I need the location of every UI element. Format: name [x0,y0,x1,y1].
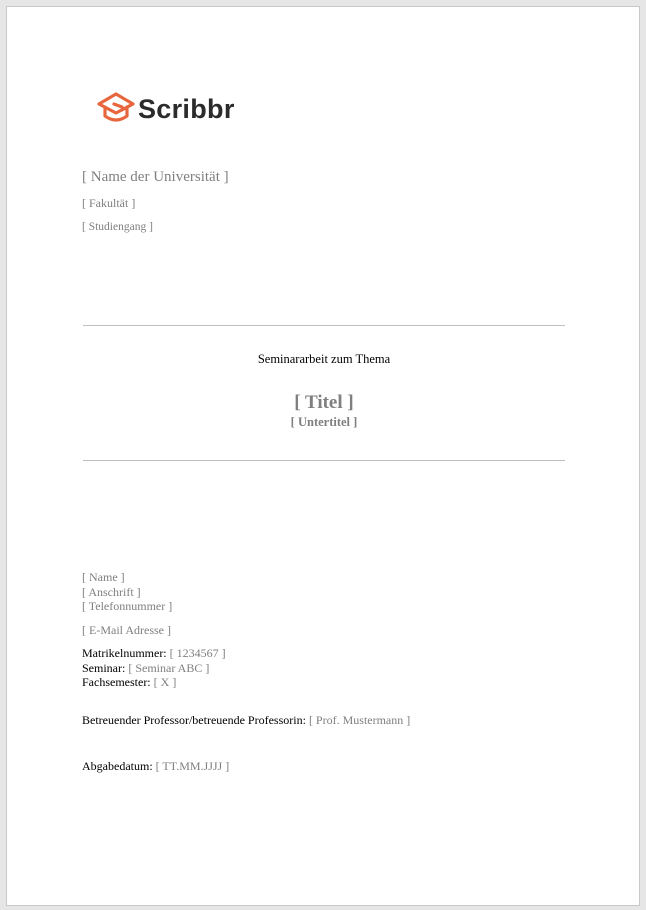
university-name: [ Name der Universität ] [82,169,229,185]
document-page [6,6,640,906]
professor-label: Betreuender Professor/betreuende Professorin: [82,713,306,727]
thesis-subtitle: [ Untertitel ] [290,415,358,429]
professor-row [82,713,410,727]
professor-value: [ Prof. Mustermann ] [308,713,411,727]
scribbr-logo [96,92,256,132]
thesis-title: [ Titel ] [294,392,354,413]
author-name: [ Name ] [82,570,125,584]
matrikel-value: [ 1234567 ] [169,646,226,660]
seminar-value: [ Seminar ABC ] [128,661,210,675]
bottom-divider [83,460,565,461]
due-date-row [82,759,229,773]
faculty: [ Fakultät ] [82,196,136,210]
logo-text: Scribbr [138,94,235,124]
seminar-row [82,661,209,675]
top-divider [83,325,565,326]
semester-label: Fachsemester: [82,675,151,689]
author-phone: [ Telefonnummer ] [82,599,173,613]
due-date-label: Abgabedatum: [82,759,153,773]
matrikel-row [82,646,226,660]
author-email: [ E-Mail Adresse ] [82,623,171,637]
seminar-label: Seminar: [82,661,126,675]
author-address: [ Anschrift ] [82,585,141,599]
matrikel-label: Matrikelnummer: [82,646,167,660]
semester-row [82,675,176,689]
graduation-cap-icon [96,92,136,126]
thesis-intro: Seminararbeit zum Thema [257,352,391,366]
due-date-value: [ TT.MM.JJJJ ] [155,759,230,773]
semester-value: [ X ] [153,675,177,689]
study-program: [ Studiengang ] [82,221,153,233]
